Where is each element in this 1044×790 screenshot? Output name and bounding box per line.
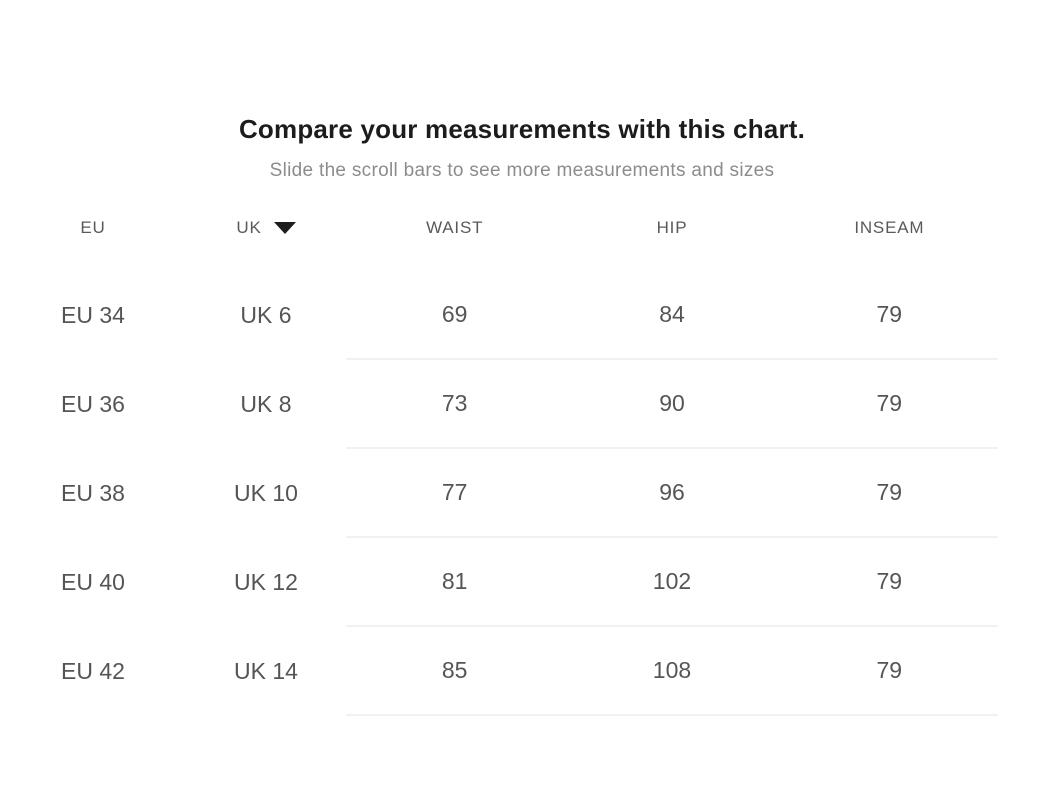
uk-size-cell: UK 8 <box>240 391 292 417</box>
eu-size-cell: EU 34 <box>61 302 125 328</box>
page-subtitle: Slide the scroll bars to see more measurements and sizes <box>269 160 775 181</box>
column-header-waist-label: WAIST <box>426 218 484 237</box>
waist-value-cell: 85 <box>346 627 563 716</box>
table-row <box>0 449 998 538</box>
size-table <box>0 185 998 716</box>
dropdown-arrow-icon <box>274 222 296 234</box>
uk-dropdown[interactable] <box>236 218 295 238</box>
waist-value-cell: 77 <box>346 449 563 538</box>
uk-size-cell: UK 6 <box>240 302 292 328</box>
column-header-inseam-label: INSEAM <box>854 218 925 237</box>
column-header-inseam <box>781 185 998 271</box>
table-row <box>0 271 998 360</box>
inseam-value-cell: 79 <box>781 449 998 538</box>
column-header-eu <box>0 185 186 271</box>
eu-size-cell: EU 40 <box>61 569 125 595</box>
waist-value-cell: 69 <box>346 271 563 360</box>
waist-value-cell: 73 <box>346 360 563 449</box>
hip-value-cell: 102 <box>563 538 780 627</box>
hip-value-cell: 96 <box>563 449 780 538</box>
eu-size-cell: EU 38 <box>61 480 125 506</box>
uk-size-cell: UK 10 <box>234 480 298 506</box>
uk-size-cell: UK 12 <box>234 569 298 595</box>
page-title: Compare your measurements with this chart. <box>238 114 806 144</box>
column-header-waist <box>346 185 563 271</box>
uk-size-cell: UK 14 <box>234 658 298 684</box>
column-header-eu-label: EU <box>80 218 106 237</box>
column-header-uk-label: UK <box>236 218 262 237</box>
column-header-uk[interactable] <box>186 185 346 271</box>
inseam-value-cell: 79 <box>781 627 998 716</box>
eu-size-cell: EU 36 <box>61 391 125 417</box>
column-header-hip <box>563 185 780 271</box>
table-row <box>0 627 998 716</box>
column-header-hip-label: HIP <box>656 218 688 237</box>
hip-value-cell: 90 <box>563 360 780 449</box>
inseam-value-cell: 79 <box>781 271 998 360</box>
hip-value-cell: 108 <box>563 627 780 716</box>
hip-value-cell: 84 <box>563 271 780 360</box>
inseam-value-cell: 79 <box>781 360 998 449</box>
table-row <box>0 360 998 449</box>
table-header-row <box>0 185 998 271</box>
inseam-value-cell: 79 <box>781 538 998 627</box>
eu-size-cell: EU 42 <box>61 658 125 684</box>
table-row <box>0 538 998 627</box>
waist-value-cell: 81 <box>346 538 563 627</box>
